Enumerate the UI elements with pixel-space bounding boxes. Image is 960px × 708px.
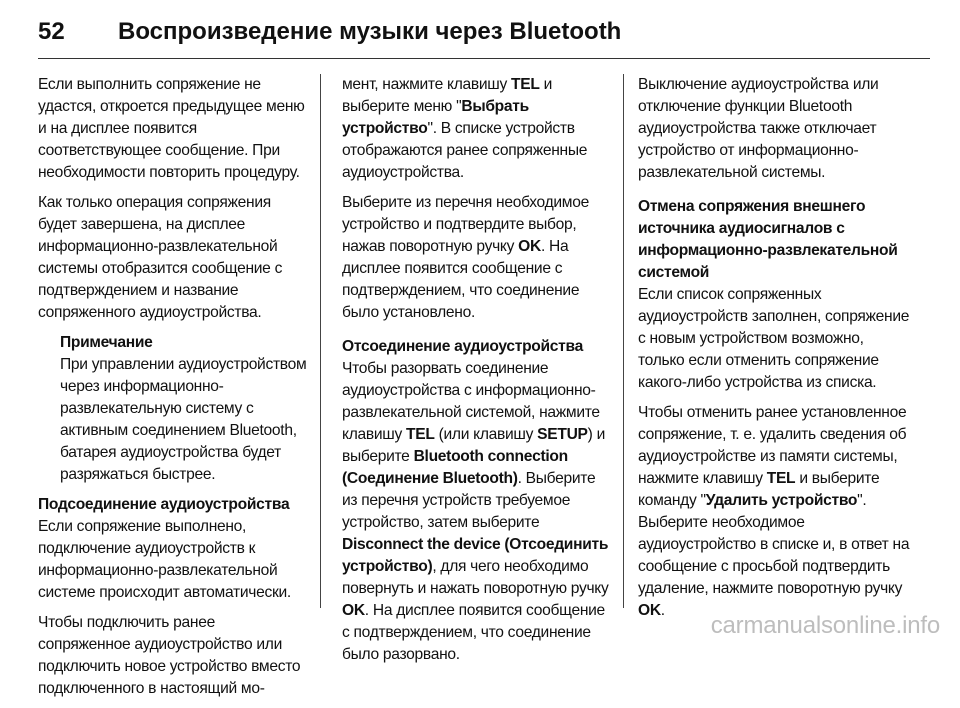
page-title: Воспроизведение музыки через Bluetooth [118,18,622,45]
section-heading: Подсоединение аудиоустройства [38,496,290,513]
note-text: При управлении аудиоустройством через информационно-развлекательную систему с активным соединением Bluetooth, батарея аудиоустройства будет разряжаться быстрее. [60,356,307,483]
key-label: OK [638,602,661,619]
paragraph: Если список сопряженных аудиоустройств заполнен, сопряжение с новым устройством возможно, только если отменить сопряжение какого-либо устройства из списка. [638,286,910,391]
menu-label: Disconnect the device (Отсоединить устройство) [342,536,609,575]
key-label: OK [342,602,365,619]
column-1 [38,74,310,708]
menu-label: Выбрать устройство [342,98,529,137]
paragraph: Чтобы разорвать соединение аудиоустройства с информационно-развлекательной системой, нажмите клавишу TEL (или клавишу SETUP) и выберите Bluetooth connection (Соединение Bluetooth). Выберите из перечня устройств требуемое устройство, затем выберите Disconnect the device (Отсоединить устройство), для чего необходимо повернуть и нажать поворотную ручку OK. На дисплее появится сообщение с подтверждением, что соединение было разорвано. [342,360,609,663]
section-heading: Отмена сопряжения внешнего источника аудиосигналов с информационно-развлекательной системой [638,198,898,281]
column-2 [342,74,614,674]
paragraph: Чтобы подключить ранее сопряженное аудиоустройство или подключить новое устройство вместо подключенного в настоящий мо- [38,614,301,697]
paragraph: Выберите из перечня необходимое устройство и подтвердите выбор, нажав поворотную ручку OK. На дисплее появится сообщение с подтверждением, что соединение было установлено. [342,194,589,321]
column-divider-1 [320,74,321,608]
key-label: TEL [511,76,540,93]
note-block [60,332,310,486]
note-title: Примечание [60,334,153,351]
page-header [38,14,930,59]
watermark: carmanualsonline.info [710,612,940,639]
key-label: TEL [766,470,796,487]
section-heading: Отсоединение аудиоустройства [342,338,583,355]
menu-label: Удалить устройство [705,492,858,509]
paragraph: Как только операция сопряжения будет завершена, на дисплее информационно-развлекательной системы отобразится сообщение с подтверждением и название сопряженного аудиоустройства. [38,194,283,321]
column-3 [638,74,910,630]
column-divider-2 [623,74,624,608]
key-label: OK [518,238,541,255]
paragraph: Если сопряжение выполнено, подключение аудиоустройств к информационно-развлекательной системе происходит автоматически. [38,518,291,601]
key-label: SETUP [537,426,588,443]
paragraph: Выключение аудиоустройства или отключение функции Bluetooth аудиоустройства также отключает устройство от информационно-развлекательной системы. [638,76,879,181]
paragraph: Чтобы отменить ранее установленное сопряжение, т. е. удалить сведения об аудиоустройстве из памяти системы, нажмите клавишу TEL и выберите команду "Удалить устройство". Выберите необходимое аудиоустройство в списке и, в ответ на сообщение с просьбой подтвердить удаление, нажмите поворотную ручку OK. [638,404,910,619]
page-number: 52 [38,18,65,45]
paragraph: мент, нажмите клавишу TEL и выберите меню "Выбрать устройство". В списке устройств отображаются ранее сопряженные аудиоустройства. [342,76,588,181]
key-label: TEL [406,426,435,443]
paragraph: Если выполнить сопряжение не удастся, откроется предыдущее меню и на дисплее появится соответствующее сообщение. При необходимости повторить процедуру. [38,76,305,181]
menu-label: Bluetooth connection (Соединение Bluetooth) [342,448,568,487]
